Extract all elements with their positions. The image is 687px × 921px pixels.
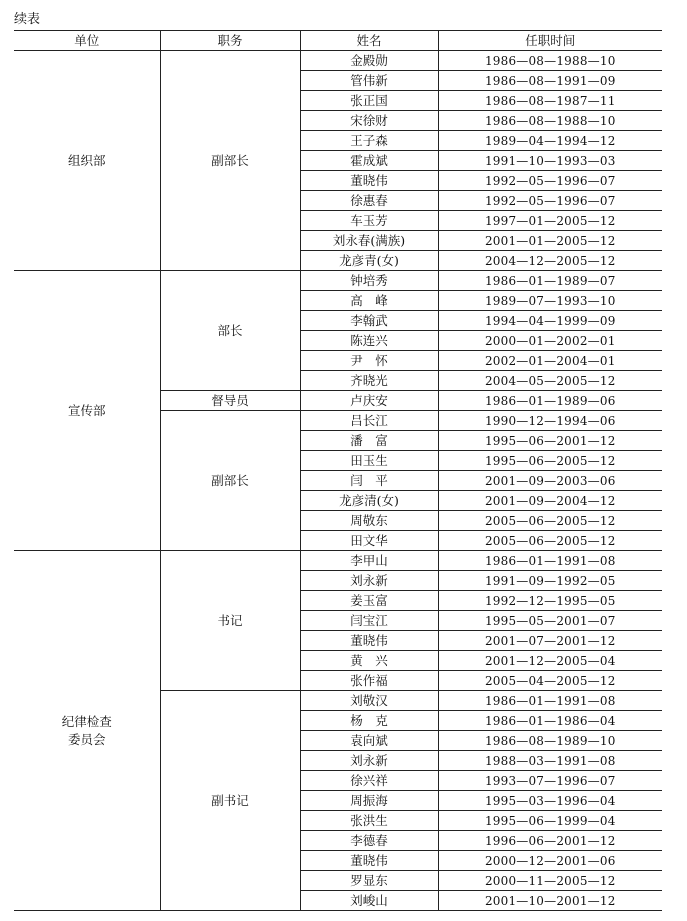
term-cell: 1993—07—1996—07: [438, 771, 662, 791]
term-cell: 2001—01—2005—12: [438, 231, 662, 251]
name-cell: 高 峰: [300, 291, 438, 311]
name-cell: 吕长江: [300, 411, 438, 431]
term-cell: 2000—11—2005—12: [438, 871, 662, 891]
term-cell: 2005—04—2005—12: [438, 671, 662, 691]
header-term: 任职时间: [438, 31, 662, 51]
name-cell: 李翰武: [300, 311, 438, 331]
name-cell: 陈连兴: [300, 331, 438, 351]
name-cell: 刘永春(满族): [300, 231, 438, 251]
term-cell: 2005—06—2005—12: [438, 531, 662, 551]
unit-cell: 组织部: [14, 51, 160, 271]
name-cell: 齐晓光: [300, 371, 438, 391]
term-cell: 1995—06—1999—04: [438, 811, 662, 831]
name-cell: 管伟新: [300, 71, 438, 91]
name-cell: 张正国: [300, 91, 438, 111]
name-cell: 杨 克: [300, 711, 438, 731]
position-cell: 部长: [160, 271, 300, 391]
term-cell: 1988—03—1991—08: [438, 751, 662, 771]
term-cell: 2002—01—2004—01: [438, 351, 662, 371]
name-cell: 董晓伟: [300, 631, 438, 651]
name-cell: 刘永新: [300, 571, 438, 591]
term-cell: 2000—12—2001—06: [438, 851, 662, 871]
name-cell: 徐惠春: [300, 191, 438, 211]
name-cell: 王子森: [300, 131, 438, 151]
term-cell: 2001—10—2001—12: [438, 891, 662, 911]
name-cell: 罗显东: [300, 871, 438, 891]
table-row: [14, 271, 662, 291]
term-cell: 1995—06—2001—12: [438, 431, 662, 451]
position-cell: 书记: [160, 551, 300, 691]
position-cell: 督导员: [160, 391, 300, 411]
term-cell: 1990—12—1994—06: [438, 411, 662, 431]
position-cell: 副书记: [160, 691, 300, 911]
name-cell: 董晓伟: [300, 171, 438, 191]
name-cell: 卢庆安: [300, 391, 438, 411]
term-cell: 1992—12—1995—05: [438, 591, 662, 611]
name-cell: 刘敬汉: [300, 691, 438, 711]
term-cell: 2004—12—2005—12: [438, 251, 662, 271]
name-cell: 张作福: [300, 671, 438, 691]
term-cell: 1986—01—1991—08: [438, 551, 662, 571]
term-cell: 1986—01—1989—07: [438, 271, 662, 291]
term-cell: 2001—12—2005—04: [438, 651, 662, 671]
name-cell: 周敬东: [300, 511, 438, 531]
term-cell: 1995—06—2005—12: [438, 451, 662, 471]
name-cell: 董晓伟: [300, 851, 438, 871]
unit-cell: 纪律检查 委员会: [14, 551, 160, 911]
name-cell: 姜玉富: [300, 591, 438, 611]
term-cell: 2005—06—2005—12: [438, 511, 662, 531]
term-cell: 1986—08—1991—09: [438, 71, 662, 91]
term-cell: 1994—04—1999—09: [438, 311, 662, 331]
name-cell: 龙彦清(女): [300, 491, 438, 511]
name-cell: 宋徐财: [300, 111, 438, 131]
table-caption: 续表: [14, 12, 41, 27]
name-cell: 刘永新: [300, 751, 438, 771]
term-cell: 1995—03—1996—04: [438, 791, 662, 811]
name-cell: 刘峻山: [300, 891, 438, 911]
header-name: 姓名: [300, 31, 438, 51]
header-unit: 单位: [14, 31, 160, 51]
name-cell: 闫宝江: [300, 611, 438, 631]
name-cell: 田文华: [300, 531, 438, 551]
name-cell: 袁向斌: [300, 731, 438, 751]
name-cell: 潘 富: [300, 431, 438, 451]
term-cell: 2000—01—2002—01: [438, 331, 662, 351]
name-cell: 霍成斌: [300, 151, 438, 171]
header-row: [14, 31, 662, 51]
name-cell: 钟培秀: [300, 271, 438, 291]
term-cell: 1986—01—1986—04: [438, 711, 662, 731]
name-cell: 李德春: [300, 831, 438, 851]
term-cell: 1991—09—1992—05: [438, 571, 662, 591]
term-cell: 1992—05—1996—07: [438, 171, 662, 191]
table-body: [14, 51, 662, 911]
term-cell: 1986—01—1989—06: [438, 391, 662, 411]
term-cell: 2001—09—2004—12: [438, 491, 662, 511]
term-cell: 1992—05—1996—07: [438, 191, 662, 211]
term-cell: 1986—08—1988—10: [438, 111, 662, 131]
name-cell: 金殿勋: [300, 51, 438, 71]
unit-cell: 宣传部: [14, 271, 160, 551]
term-cell: 1991—10—1993—03: [438, 151, 662, 171]
term-cell: 1997—01—2005—12: [438, 211, 662, 231]
term-cell: 1986—08—1989—10: [438, 731, 662, 751]
term-cell: 1986—01—1991—08: [438, 691, 662, 711]
term-cell: 1989—04—1994—12: [438, 131, 662, 151]
term-cell: 1986—08—1987—11: [438, 91, 662, 111]
term-cell: 1996—06—2001—12: [438, 831, 662, 851]
name-cell: 车玉芳: [300, 211, 438, 231]
name-cell: 李甲山: [300, 551, 438, 571]
name-cell: 黄 兴: [300, 651, 438, 671]
position-cell: 副部长: [160, 411, 300, 551]
name-cell: 尹 怀: [300, 351, 438, 371]
name-cell: 田玉生: [300, 451, 438, 471]
name-cell: 徐兴祥: [300, 771, 438, 791]
term-cell: 2001—09—2003—06: [438, 471, 662, 491]
term-cell: 1989—07—1993—10: [438, 291, 662, 311]
table-row: [14, 551, 662, 571]
table-row: [14, 51, 662, 71]
name-cell: 张洪生: [300, 811, 438, 831]
term-cell: 1986—08—1988—10: [438, 51, 662, 71]
name-cell: 周振海: [300, 791, 438, 811]
header-position: 职务: [160, 31, 300, 51]
name-cell: 龙彦青(女): [300, 251, 438, 271]
name-cell: 闫 平: [300, 471, 438, 491]
position-cell: 副部长: [160, 51, 300, 271]
term-cell: 1995—05—2001—07: [438, 611, 662, 631]
term-cell: 2004—05—2005—12: [438, 371, 662, 391]
officials-table: [14, 30, 662, 911]
term-cell: 2001—07—2001—12: [438, 631, 662, 651]
